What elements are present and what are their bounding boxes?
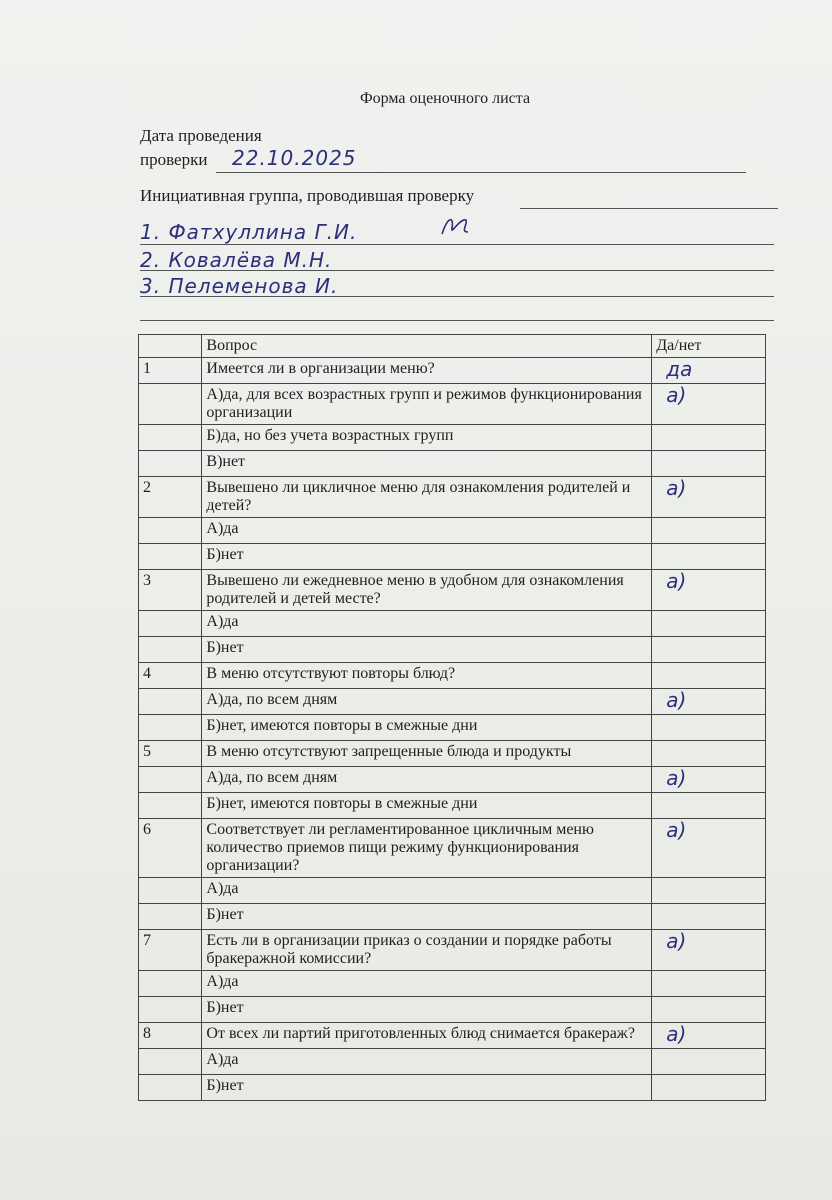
header-answer: Да/нет: [652, 335, 766, 358]
row-number: 5: [139, 741, 202, 767]
row-number: 4: [139, 663, 202, 689]
answer-cell: [652, 544, 766, 570]
member-2: 2. Ковалёва М.Н.: [140, 248, 333, 272]
row-question: А)да: [202, 971, 652, 997]
answer-cell: [652, 611, 766, 637]
row-question: Б)нет: [202, 544, 652, 570]
answer-cell: [652, 518, 766, 544]
form-title: Форма оценочного листа: [360, 90, 531, 107]
row-answer: [656, 517, 666, 541]
signature: [440, 214, 470, 238]
row-answer: а): [666, 1022, 687, 1046]
row-answer: [656, 970, 666, 994]
row-question: Б)нет, имеются повторы в смежные дни: [202, 793, 652, 819]
row-question: Вывешено ли ежедневное меню в удобном для ознакомления родителей и детей месте?: [202, 570, 652, 611]
row-question: Б)нет: [202, 904, 652, 930]
table-row: [139, 971, 766, 997]
row-answer: [656, 424, 666, 448]
row-question: Есть ли в организации приказ о создании и порядке работы бракеражной комиссии?: [202, 930, 652, 971]
row-question: Б)нет: [202, 997, 652, 1023]
row-number: [139, 518, 202, 544]
row-number: [139, 997, 202, 1023]
table-row: [139, 741, 766, 767]
row-answer: [656, 610, 666, 634]
date-label-2: проверки: [140, 150, 208, 169]
answer-cell: [652, 878, 766, 904]
row-question: А)да, по всем дням: [202, 689, 652, 715]
row-answer: а): [666, 476, 687, 500]
row-answer: [656, 1074, 666, 1098]
table-row: [139, 358, 766, 384]
row-number: 3: [139, 570, 202, 611]
row-answer: а): [666, 688, 687, 712]
answer-cell: [652, 741, 766, 767]
row-question: А)да, для всех возрастных групп и режимов функционирования организации: [202, 384, 652, 425]
row-number: [139, 637, 202, 663]
row-answer: да: [666, 357, 693, 381]
row-number: [139, 793, 202, 819]
member-3: 3. Пелеменова И.: [140, 274, 339, 298]
row-number: [139, 384, 202, 425]
row-question: Соответствует ли регламентированное цикличным меню количество приемов пищи режиму функционирования организации?: [202, 819, 652, 878]
row-question: В меню отсутствуют повторы блюд?: [202, 663, 652, 689]
row-answer: [656, 740, 666, 764]
row-answer: [656, 636, 666, 660]
row-number: [139, 611, 202, 637]
row-answer: а): [666, 766, 687, 790]
table-row: [139, 819, 766, 878]
row-question: Б)да, но без учета возрастных групп: [202, 425, 652, 451]
row-question: Имеется ли в организации меню?: [202, 358, 652, 384]
row-answer: а): [666, 818, 687, 842]
row-number: [139, 689, 202, 715]
date-value: 22.10.2025: [232, 146, 357, 170]
table-row: [139, 425, 766, 451]
row-number: [139, 715, 202, 741]
row-question: От всех ли партий приготовленных блюд снимается бракераж?: [202, 1023, 652, 1049]
table-row: [139, 637, 766, 663]
answer-cell: [652, 997, 766, 1023]
answer-cell: [652, 793, 766, 819]
answer-cell: [652, 358, 766, 384]
table-row: [139, 904, 766, 930]
row-question: Б)нет: [202, 637, 652, 663]
answer-cell: [652, 637, 766, 663]
table-row: [139, 477, 766, 518]
row-number: [139, 1049, 202, 1075]
row-question: А)да, по всем дням: [202, 767, 652, 793]
table-row: [139, 451, 766, 477]
table-row: [139, 878, 766, 904]
member-1: 1. Фатхуллина Г.И.: [140, 220, 358, 244]
table-row: [139, 611, 766, 637]
answer-cell: [652, 715, 766, 741]
member-line-4: [140, 320, 774, 321]
member-line-3: [140, 296, 774, 297]
answer-cell: [652, 384, 766, 425]
table-row: [139, 544, 766, 570]
row-answer: [656, 543, 666, 567]
table-row: [139, 767, 766, 793]
row-number: 7: [139, 930, 202, 971]
table-row: [139, 930, 766, 971]
table-row: [139, 715, 766, 741]
table-row: [139, 997, 766, 1023]
table-row: [139, 518, 766, 544]
table-row: [139, 793, 766, 819]
row-number: 6: [139, 819, 202, 878]
table-row: [139, 570, 766, 611]
row-question: А)да: [202, 611, 652, 637]
answer-cell: [652, 570, 766, 611]
row-question: Б)нет, имеются повторы в смежные дни: [202, 715, 652, 741]
row-number: [139, 544, 202, 570]
date-underline: [216, 172, 746, 173]
header-question: Вопрос: [202, 335, 652, 358]
answer-cell: [652, 451, 766, 477]
row-number: [139, 878, 202, 904]
row-answer: а): [666, 383, 687, 407]
row-question: Вывешено ли цикличное меню для ознакомления родителей и детей?: [202, 477, 652, 518]
answer-cell: [652, 663, 766, 689]
row-number: 8: [139, 1023, 202, 1049]
table-row: [139, 384, 766, 425]
row-question: В)нет: [202, 451, 652, 477]
row-question: А)да: [202, 518, 652, 544]
evaluation-table: [138, 334, 766, 1101]
row-number: [139, 904, 202, 930]
row-answer: а): [666, 929, 687, 953]
answer-cell: [652, 1049, 766, 1075]
answer-cell: [652, 425, 766, 451]
table-row: [139, 663, 766, 689]
answer-cell: [652, 1023, 766, 1049]
row-answer: [656, 792, 666, 816]
row-question: В меню отсутствуют запрещенные блюда и продукты: [202, 741, 652, 767]
row-number: [139, 425, 202, 451]
row-answer: а): [666, 569, 687, 593]
group-label: Инициативная группа, проводившая проверку: [140, 186, 475, 205]
table-row: [139, 1049, 766, 1075]
row-question: А)да: [202, 1049, 652, 1075]
table-row: [139, 689, 766, 715]
row-answer: [656, 714, 666, 738]
table-row: [139, 1075, 766, 1101]
row-answer: [656, 996, 666, 1020]
answer-cell: [652, 689, 766, 715]
answer-cell: [652, 1075, 766, 1101]
row-number: [139, 451, 202, 477]
row-number: [139, 971, 202, 997]
answer-cell: [652, 971, 766, 997]
table-header-row: [139, 335, 766, 358]
row-number: [139, 1075, 202, 1101]
group-underline: [520, 208, 778, 209]
answer-cell: [652, 930, 766, 971]
row-answer: [656, 662, 666, 686]
row-question: Б)нет: [202, 1075, 652, 1101]
header-num: [139, 335, 202, 358]
member-line-1: [140, 244, 774, 245]
row-number: 2: [139, 477, 202, 518]
row-question: А)да: [202, 878, 652, 904]
answer-cell: [652, 477, 766, 518]
row-answer: [656, 450, 666, 474]
row-answer: [656, 903, 666, 927]
table-row: [139, 1023, 766, 1049]
answer-cell: [652, 819, 766, 878]
date-label: Дата проведения: [140, 126, 262, 145]
row-answer: [656, 1048, 666, 1072]
row-number: 1: [139, 358, 202, 384]
answer-cell: [652, 904, 766, 930]
row-number: [139, 767, 202, 793]
row-answer: [656, 877, 666, 901]
member-line-2: [140, 270, 774, 271]
answer-cell: [652, 767, 766, 793]
